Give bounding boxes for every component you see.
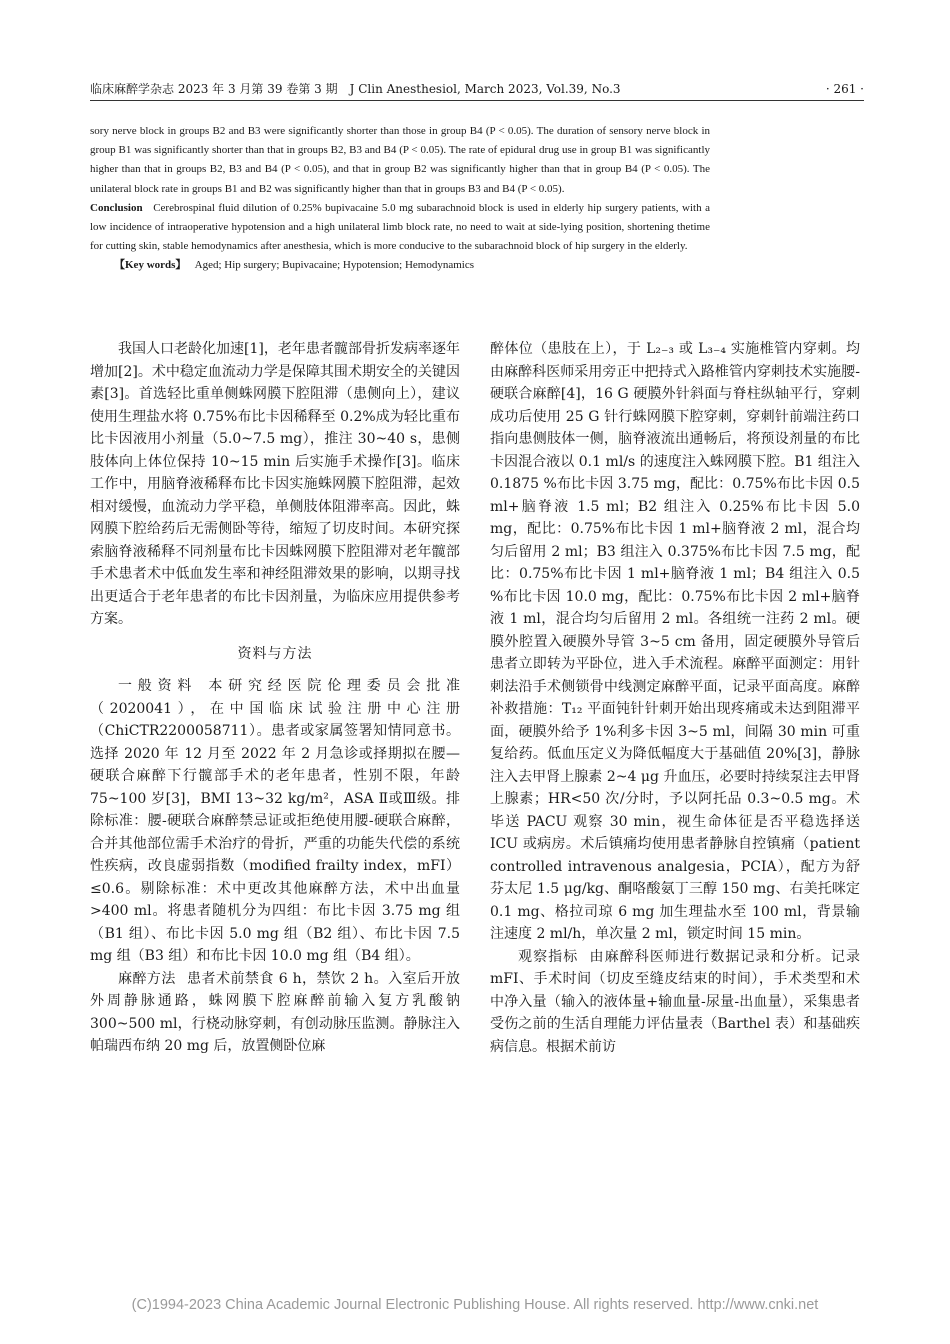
abstract-keywords <box>90 256 710 275</box>
observation-paragraph <box>490 946 860 1059</box>
general-text: 本研究经医院伦理委员会批准（2020041），在中国临床试验注册中心注册（ChiCTR2200058711）。患者或家属签署知情同意书。选择 2020 年 12 月至 2022 年 2 月急诊或择期拟在腰—硬联合麻醉下行髋部手术的老年患者，性别不限，年龄 75~100 岁[3]，BMI 13~32 kg/m²，ASA Ⅱ或Ⅲ级。排除标准：腰-硬联合麻醉禁忌证或拒绝使用腰-硬联合麻醉，合并其他部位需手术治疗的骨折，严重的功能失代偿的系统性疾病，改良虚弱指数（modified frailty index，mFI）≤0.6。剔除标准：术中更改其他麻醉方法，术中出血量>400 ml。将患者随机分为四组：布比卡因 3.75 mg 组（B1 组）、布比卡因 5.0 mg 组（B2 组）、布比卡因 7.5 mg 组（B3 组）和布比卡因 10.0 mg 组（B4 组）。 <box>90 678 460 964</box>
anesthesia-text-left: 患者术前禁食 6 h，禁饮 2 h。入室后开放外周静脉通路，蛛网膜下腔麻醉前输入复方乳酸钠 300~500 ml，行桡动脉穿刺，有创动脉压监测。静脉注入帕瑞西布纳 20 mg 后，放置侧卧位麻 <box>90 970 460 1054</box>
general-paragraph <box>90 675 460 968</box>
observation-label: 观察指标 <box>518 948 579 965</box>
intro-paragraph: 我国人口老龄化加速[1]，老年患者髋部骨折发病率逐年增加[2]。术中稳定血流动力学是保障其围术期安全的关键因素[3]。首选轻比重单侧蛛网膜下腔阻滞（患侧向上），建议使用生理盐水将 0.75%布比卡因稀释至 0.2%成为轻比重布比卡因液用小剂量（5.0~7.5 mg），推注 30~40 s，患侧肢体向上体位保持 10~15 min 后实施手术操作[3]。临床工作中，用脑脊液稀释布比卡因实施蛛网膜下腔阻滞，起效相对缓慢，血流动力学平稳，单侧肢体阻滞率高。因此，蛛网膜下腔给药后无需侧卧等待，缩短了切皮时间。本研究探索脑脊液稀释不同剂量布比卡因蛛网膜下腔阻滞对老年髋部手术患者术中低血发生率和神经阻滞效果的影响，以期寻找出更适合于老年患者的布比卡因剂量，为临床应用提供参考方案。 <box>90 341 460 627</box>
abstract-conclusion <box>90 199 710 257</box>
conclusion-text: Cerebrospinal fluid dilution of 0.25% bupivacaine 5.0 mg subarachnoid block is used in elderly hip surgery patients, with a low incidence of intraoperative hypotension and a high unilateral limb block rate, no need to wait at side-lying position, shortening thetime for cutting skin, stable hemodynamics after anesthesia, which is more conducive to the subarachnoid block of hip surgery in the elderly. <box>90 201 710 253</box>
left-column <box>90 338 460 1058</box>
page-number: · 261 · <box>825 82 864 96</box>
section-title: 资料与方法 <box>237 645 313 662</box>
general-label: 一般资料 <box>118 678 198 694</box>
right-column <box>490 338 860 1058</box>
copyright-footer: (C)1994-2023 China Academic Journal Electronic Publishing House. All rights reserved. http://www.cnki.net <box>131 1297 819 1313</box>
anesthesia-continuation: 醉体位（患肢在上），于 L₂₋₃ 或 L₃₋₄ 实施椎管内穿刺。均由麻醉科医师采用旁正中把持式入路椎管内穿刺技术实施腰-硬联合麻醉[4]，16 G 硬膜外针斜面与脊柱纵轴平行，穿刺成功后使用 25 G 针行蛛网膜下腔穿刺，穿刺针前端注药口指向患侧肢体一侧，脑脊液流出通畅后，将预设剂量的布比卡因混合液以 0.1 ml/s 的速度注入蛛网膜下腔。B1 组注入 0.1875 %布比卡因 3.75 mg，配比：0.75%布比卡因 0.5 ml+脑脊液 1.5 ml；B2 组注入 0.25%布比卡因 5.0 mg，配比：0.75%布比卡因 1 ml+脑脊液 2 ml，混合均匀后留用 2 ml；B3 组注入 0.375%布比卡因 7.5 mg，配比：0.75%布比卡因 1 ml+脑脊液 1 ml；B4 组注入 0.5 %布比卡因 10.0 mg，配比：0.75%布比卡因 2 ml+脑脊液 1 ml，混合均匀后留用 2 ml。各组统一注药 2 ml。硬膜外腔置入硬膜外导管 3~5 cm 备用，固定硬膜外导管后患者立即转为平卧位，进入手术流程。麻醉平面测定：用针刺法沿手术侧锁骨中线测定麻醉平面，记录平面高度。麻醉补救措施：T₁₂ 平面钝针针刺开始出现疼痛或未达到阻滞平面，硬膜外给予 1%利多卡因 3~5 ml，间隔 30 min 可重复给药。低血压定义为降低幅度大于基础值 20%[3]，静脉注入去甲肾上腺素 2~4 μg 升血压，必要时持续泵注去甲肾上腺素；HR<50 次/分时，予以阿托品 0.3~0.5 mg。术毕送 PACU 观察 30 min，视生命体征是否平稳选择送 ICU 或病房。术后镇痛均使用患者静脉自控镇痛（patient controlled intravenous analgesia，PCIA），配方为舒芬太尼 1.5 μg/kg、酮咯酸氨丁三醇 150 mg、右美托咪定 0.1 mg、格拉司琼 6 mg 加生理盐水至 100 ml，背景输注速度 2 ml/h，单次量 2 ml，锁定时间 15 min。 <box>490 341 860 942</box>
conclusion-label: Conclusion <box>90 201 143 214</box>
anesthesia-paragraph <box>90 968 460 1058</box>
english-abstract <box>90 122 710 276</box>
anesthesia-label: 麻醉方法 <box>118 970 176 987</box>
abstract-results: sory nerve block in groups B2 and B3 were significantly shorter than those in group B4 (P < 0.05). The duration of sensory nerve block in group B1 was significantly shorter than that in groups B2, B3 and B4 (P < 0.05). The rate of epidural drug use in group B1 was significantly higher than that in groups B2, B3 and B4 (P < 0.05), and that in group B2 was significantly higher than that in group B4 (P < 0.05). The unilateral block rate in groups B1 and B2 was significantly higher than that in groups B3 and B4 (P < 0.05). <box>90 125 710 195</box>
keywords-text: Aged; Hip surgery; Bupivacaine; Hypotension; Hemodynamics <box>194 259 475 272</box>
running-header <box>90 78 864 101</box>
journal-citation: 临床麻醉学杂志 2023 年 3 月第 39 卷第 3 期 J Clin Anesthesiol, March 2023, Vol.39, No.3 <box>90 82 621 96</box>
keywords-label: 【Key words】 <box>114 259 187 272</box>
observation-text: 由麻醉科医师进行数据记录和分析。记录 mFI、手术时间（切皮至缝皮结束的时间），手术类型和术中净入量（输入的液体量+输血量-尿量-出血量），采集患者受伤之前的生活自理能力评估量表（Barthel 表）和基础疾病信息。根据术前访 <box>490 948 861 1055</box>
